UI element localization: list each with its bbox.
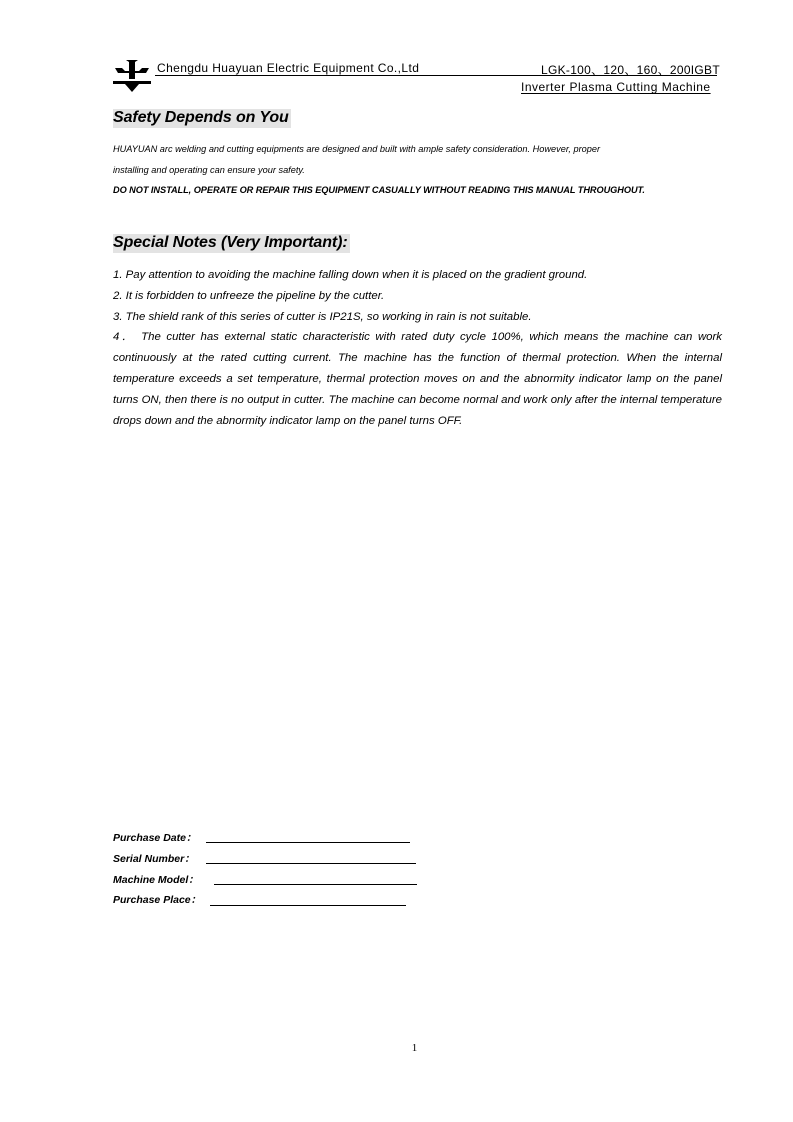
serial-number-line[interactable]: [206, 863, 416, 864]
huayuan-logo-icon: [112, 57, 152, 93]
note-item: 3. The shield rank of this series of cutter is IP21S, so working in rain is not suitable.: [113, 310, 532, 323]
purchase-place-line[interactable]: [210, 905, 406, 906]
safety-text-line2: installing and operating can ensure your safety.: [113, 165, 305, 175]
note-item: 2. It is forbidden to unfreeze the pipeline by the cutter.: [113, 289, 385, 302]
machine-model-line[interactable]: [214, 884, 417, 885]
purchase-date-label: Purchase Date：: [113, 832, 197, 844]
header-company: Chengdu Huayuan Electric Equipment Co.,Ltd: [157, 61, 420, 75]
purchase-place-label: Purchase Place：: [113, 894, 202, 906]
note-item: 1. Pay attention to avoiding the machine falling down when it is placed on the gradient ground.: [113, 269, 588, 281]
purchase-date-line[interactable]: [206, 842, 410, 843]
note-item: 4． The cutter has external static characteristic with rated duty cycle 100%, which means the machine can work continuously at the rated cutting current. The machine has the function of thermal protection. When the internal temperature exceeds a set temperature, thermal protection moves on and the abnormity indicator lamp on the panel turns ON, then there is no output in cutter. The machine can become normal and work only after the internal temperature drops down and the abnormity indicator lamp on the panel turns OFF.: [113, 331, 722, 427]
serial-number-label: Serial Number：: [113, 853, 195, 865]
safety-heading: Safety Depends on You: [113, 109, 289, 126]
page-number: 1: [411, 1042, 418, 1054]
header-product: Inverter Plasma Cutting Machine: [521, 80, 711, 94]
machine-model-label: Machine Model：: [113, 874, 199, 886]
safety-warning: DO NOT INSTALL, OPERATE OR REPAIR THIS EQUIPMENT CASUALLY WITHOUT READING THIS MANUAL THROUGHOUT.: [113, 185, 645, 195]
safety-text-line1: HUAYUAN arc welding and cutting equipments are designed and built with ample safety consideration. However, proper: [113, 144, 601, 154]
header-model: LGK-100、120、160、200IGBT: [541, 63, 720, 77]
notes-heading: Special Notes (Very Important):: [113, 234, 348, 251]
header-rule: [155, 75, 717, 76]
notes-list: [113, 265, 722, 431]
